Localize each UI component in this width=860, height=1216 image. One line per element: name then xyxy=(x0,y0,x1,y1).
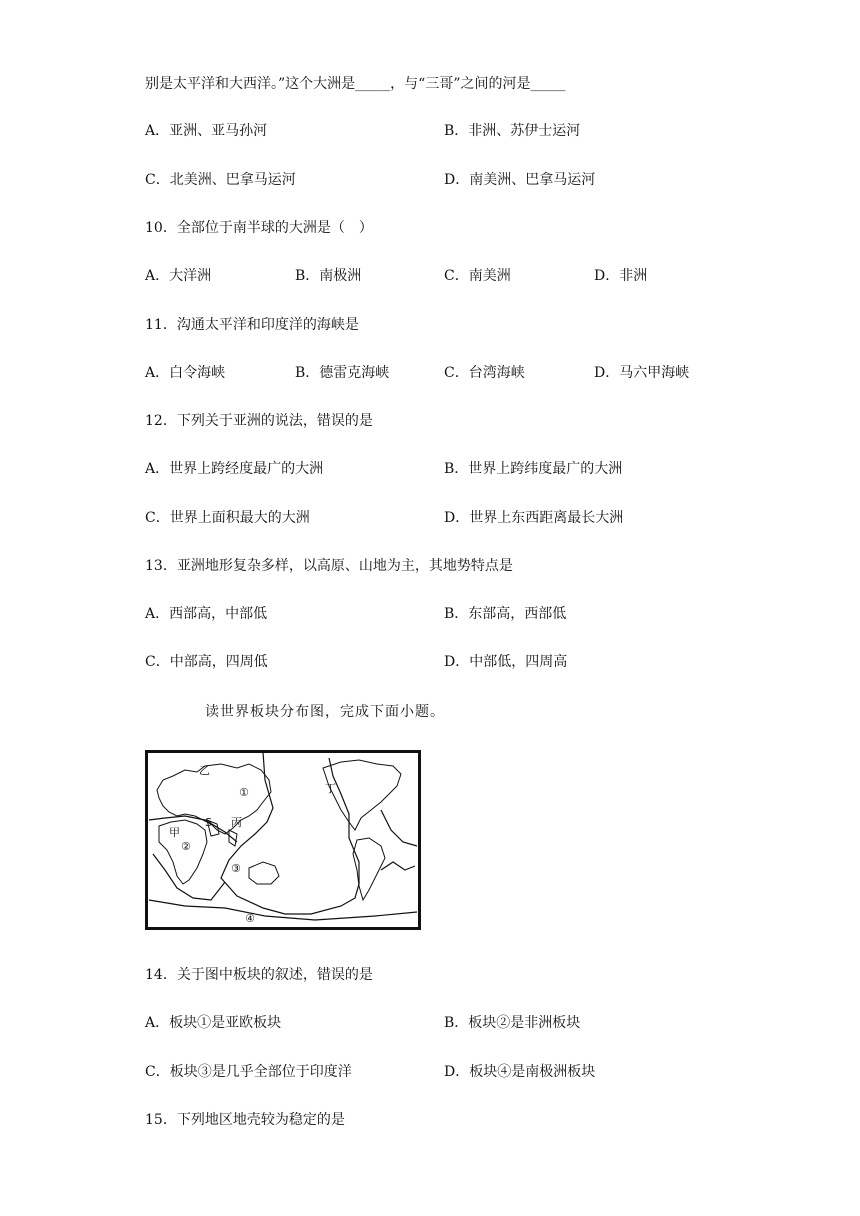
map-label-bing: 丙 xyxy=(231,816,242,829)
map-label-ding: 丁 xyxy=(325,782,336,795)
q9-option-c: C．北美洲、巴拿马运河 xyxy=(145,172,296,188)
q11-option-d: D．马六甲海峡 xyxy=(594,365,690,381)
q11-stem: 11．沟通太平洋和印度洋的海峡是 xyxy=(145,317,359,333)
q10-stem: 10．全部位于南半球的大洲是（ ） xyxy=(145,220,373,236)
q9-option-d: D．南美洲、巴拿马运河 xyxy=(444,172,596,188)
map-label-plate3: ③ xyxy=(231,862,241,875)
map-label-s: S xyxy=(205,816,212,829)
q12-option-c: C．世界上面积最大的大洲 xyxy=(145,510,310,526)
q13-stem: 13．亚洲地形复杂多样，以高原、山地为主，其地势特点是 xyxy=(145,558,513,574)
q13-option-d: D．中部低，四周高 xyxy=(444,654,568,670)
map-intro: 读世界板块分布图，完成下面小题。 xyxy=(205,704,445,720)
map-label-plate1: ① xyxy=(239,786,249,799)
q14-stem: 14．关于图中板块的叙述，错误的是 xyxy=(145,967,373,983)
q10-option-a: A．大洋洲 xyxy=(145,268,212,284)
q12-option-a: A．世界上跨经度最广的大洲 xyxy=(145,461,324,477)
q11-option-c: C．台湾海峡 xyxy=(444,365,525,381)
q12-stem: 12．下列关于亚洲的说法，错误的是 xyxy=(145,413,373,429)
q9-stem-continued: 别是太平洋和大西洋。”这个大洲是_____，与“三哥”之间的河是_____ xyxy=(145,76,566,92)
q14-option-a: A．板块①是亚欧板块 xyxy=(145,1015,282,1031)
q13-option-a: A．西部高，中部低 xyxy=(145,606,268,622)
q14-option-c: C．板块③是几乎全部位于印度洋 xyxy=(145,1064,352,1080)
map-label-plate4: ④ xyxy=(245,912,255,925)
q10-option-b: B．南极洲 xyxy=(295,268,362,284)
q14-option-d: D．板块④是南极洲板块 xyxy=(444,1064,596,1080)
map-label-yi: 乙 xyxy=(199,764,210,777)
map-label-plate2: ② xyxy=(181,840,191,853)
q15-stem: 15．下列地区地壳较为稳定的是 xyxy=(145,1112,345,1128)
q10-option-d: D．非洲 xyxy=(594,268,648,284)
q13-option-b: B．东部高，西部低 xyxy=(444,606,567,622)
q9-option-b: B．非洲、苏伊士运河 xyxy=(444,123,581,139)
world-plate-map xyxy=(145,750,421,930)
q9-option-a: A．亚洲、亚马孙河 xyxy=(145,123,268,139)
map-label-jia: 甲 xyxy=(169,826,180,839)
q12-option-d: D．世界上东西距离最长大洲 xyxy=(444,510,624,526)
q11-option-b: B．德雷克海峡 xyxy=(295,365,390,381)
q14-option-b: B．板块②是非洲板块 xyxy=(444,1015,581,1031)
q13-option-c: C．中部高，四周低 xyxy=(145,654,268,670)
q10-option-c: C．南美洲 xyxy=(444,268,511,284)
q12-option-b: B．世界上跨纬度最广的大洲 xyxy=(444,461,623,477)
q11-option-a: A．白令海峡 xyxy=(145,365,226,381)
